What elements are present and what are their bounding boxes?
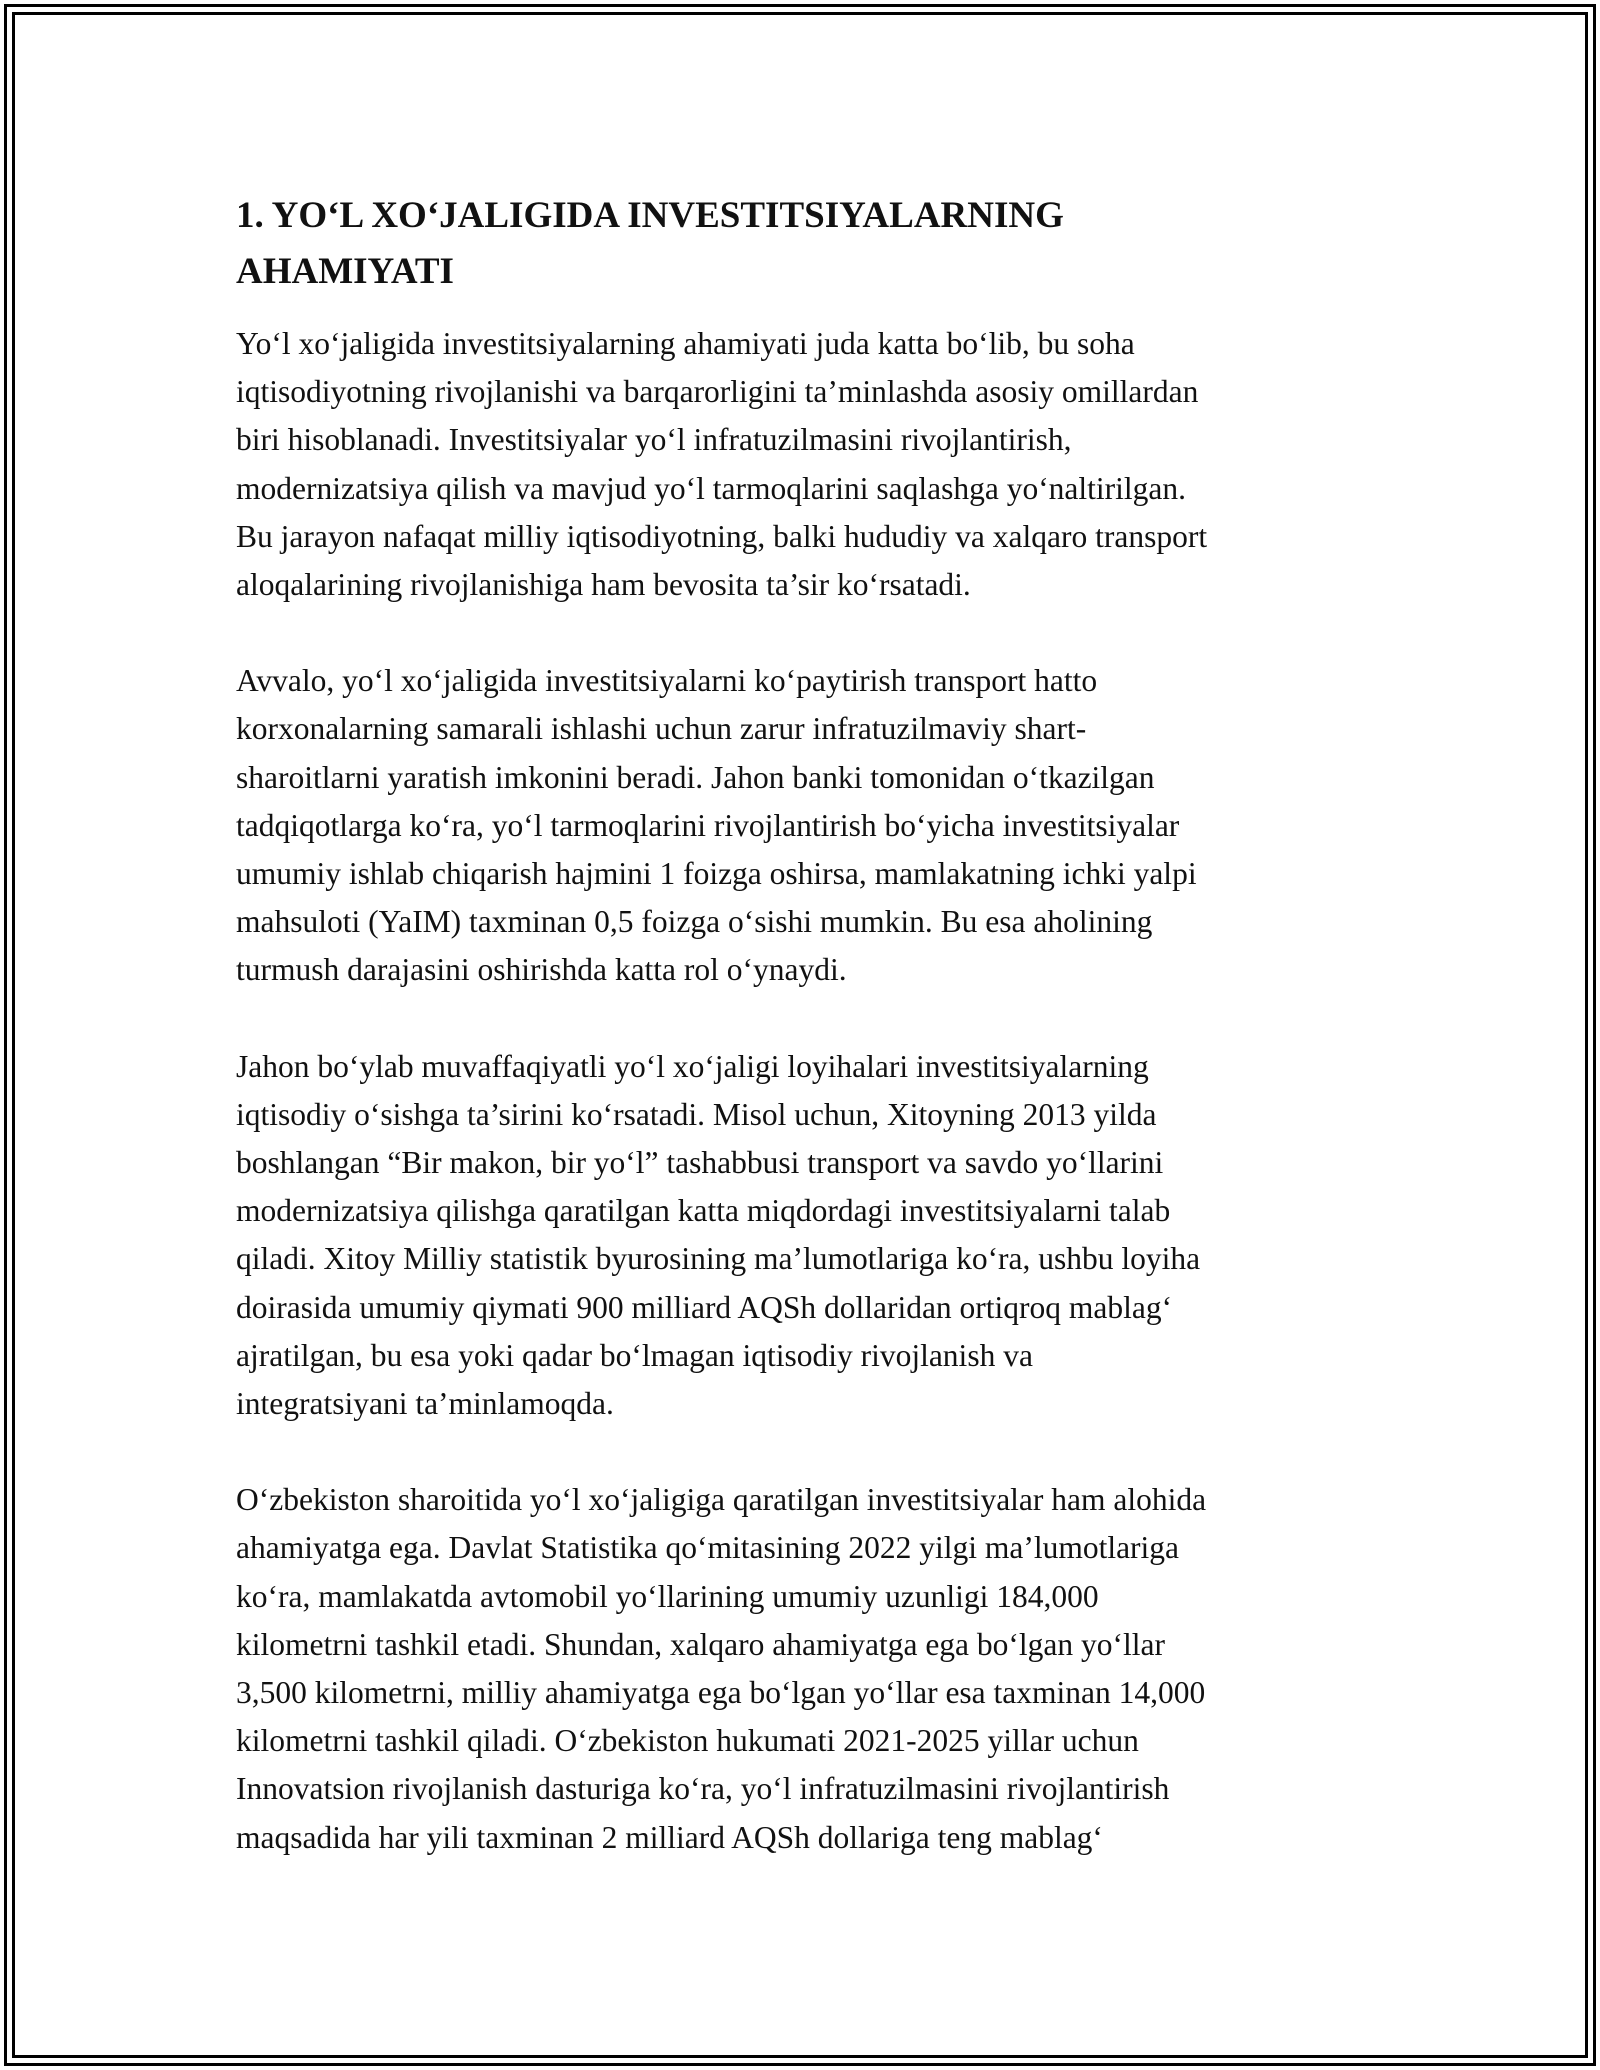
paragraph-2: Avvalo, yo‘l xo‘jaligida investitsiyalarni ko‘paytirish transport hatto korxonalarning samarali ishlashi uchun zarur infratuzilmaviy shart- sharoitlarni yaratish imkonini beradi. Jahon banki tomonidan o‘tkazilgan tadqiqotlarga ko‘ra, yo‘l tarmoqlarini rivojlantirish bo‘yicha investitsiyalar umumiy ishlab chiqarish hajmini 1 foizga oshirsa, mamlakatning ichki yalpi mahsuloti (YaIM) taxminan 0,5 foizga o‘sishi mumkin. Bu esa aholining turmush darajasini oshirishda katta rol o‘ynaydi. (236, 663, 1197, 988)
paragraph-1: Yo‘l xo‘jaligida investitsiyalarning ahamiyati juda katta bo‘lib, bu soha iqtisodiyotning rivojlanishi va barqarorligini ta’minlashda asosiy omillardan biri hisoblanadi. Investitsiyalar yo‘l infratuzilmasini rivojlantirish, modernizatsiya qilish va mavjud yo‘l tarmoqlarini saqlashga yo‘naltirilgan. Bu jarayon nafaqat milliy iqtisodiyotning, balki hududiy va xalqaro transport aloqalarining rivojlanishiga ham bevosita ta’sir ko‘rsatadi. (236, 326, 1208, 603)
paragraph-4: O‘zbekiston sharoitida yo‘l xo‘jaligiga qaratilgan investitsiyalar ham alohida ahamiyatga ega. Davlat Statistika qo‘mitasining 2022 yilgi ma’lumotlariga ko‘ra, mamlakatda avtomobil yo‘llarining umumiy uzunligi 184,000 kilometrni tashkil etadi. Shundan, xalqaro ahamiyatga ega bo‘lgan yo‘llar 3,500 kilometrni, milliy ahamiyatga ega bo‘lgan yo‘llar esa taxminan 14,000 kilometrni tashkil qiladi. O‘zbekiston hukumati 2021-2025 yillar uchun Innovatsion rivojlanish dasturiga ko‘ra, yo‘l infratuzilmasini rivojlantirish maqsadida har yili taxminan 2 milliard AQSh dollariga teng mablag‘ (236, 1482, 1207, 1855)
paragraph-3: Jahon bo‘ylab muvaffaqiyatli yo‘l xo‘jaligi loyihalari investitsiyalarning iqtisodiy o‘sishga ta’sirini ko‘rsatadi. Misol uchun, Xitoyning 2013 yilda boshlangan “Bir makon, bir yo‘l” tashabbusi transport va savdo yo‘llarini modernizatsiya qilishga qaratilgan katta miqdordagi investitsiyalarni talab qiladi. Xitoy Milliy statistik byurosining ma’lumotlariga ko‘ra, ushbu loyiha doirasida umumiy qiymati 900 milliard AQSh dollaridan ortiqroq mablag‘ ajratilgan, bu esa yoki qadar bo‘lmagan iqtisodiy rivojlanish va integratsiyani ta’minlamoqda. (236, 1048, 1201, 1422)
section-heading: 1. YO‘L XO‘JALIGIDA INVESTITSIYALARNING AHAMIYATI (236, 195, 1064, 292)
document-page (236, 188, 1386, 1910)
